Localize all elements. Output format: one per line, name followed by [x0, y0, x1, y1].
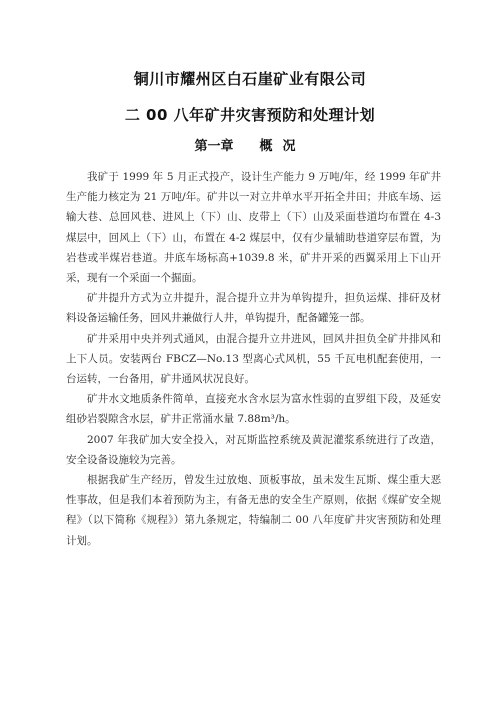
company-name: 铜川市耀州区白石崖矿业有限公司: [133, 70, 367, 88]
body-text: [66, 167, 441, 551]
paragraph-overview: 我矿于 1999 年 5 月正式投产，设计生产能力 9 万吨/年，经 1999 年矿井生产能力核定为 21 万吨/年。矿井以一对立井单水平开拓全井田；井底车场、运输大巷、总回风巷、进风上（下）山、皮带上（下）山及采面巷道均布置在 4-3 煤层中，回风上（下）山，布置在 4-2 煤层中，仅有少量辅助巷道穿层布置，为岩巷或半煤岩巷道。井底车场标高+1039.8 米，矿井开采的西翼采用上下山开采，现有一个采面一个掘面。: [66, 171, 441, 285]
chapter-name: 概况: [259, 139, 306, 154]
paragraph-safety-investment: 2007 年我矿加大安全投入，对瓦斯监控系统及黄泥灌浆系统进行了改造，安全设备设施较为完善。: [66, 433, 441, 466]
paragraph-hydrogeology: 矿井水文地质条件简单，直接充水含水层为富水性弱的直罗组下段，及延安组砂岩裂隙含水层，矿井正常涌水量 7.88m³/h。: [66, 393, 441, 426]
chapter-number: 第一章: [194, 139, 234, 154]
chapter-heading: [0, 135, 500, 154]
paragraph-hoisting: 矿井提升方式为立井提升，混合提升立井为单钩提升，担负运煤、排矸及材料设备运输任务，回风井兼做行人井，单钩提升，配备罐笼一部。: [66, 292, 441, 325]
paragraph-ventilation: 矿井采用中央并列式通风，由混合提升立井进风，回风井担负全矿井排风和上下人员。安装两台 FBCZ—No.13 型离心式风机，55 千瓦电机配套使用，一台运转，一台备用，矿井通风状况良好。: [66, 332, 441, 386]
plan-title: 二 00 八年矿井灾害预防和处理计划: [124, 106, 376, 124]
paragraph-plan-basis: 根据我矿生产经历，曾发生过放炮、顶板事故，虽未发生瓦斯、煤尘重大恶性事故，但是我们本着预防为主，有备无患的安全生产原则，依据《煤矿安全规程》（以下简称《规程》）第九条规定，特编制二 00 八年度矿井灾害预防和处理计划。: [66, 474, 441, 547]
